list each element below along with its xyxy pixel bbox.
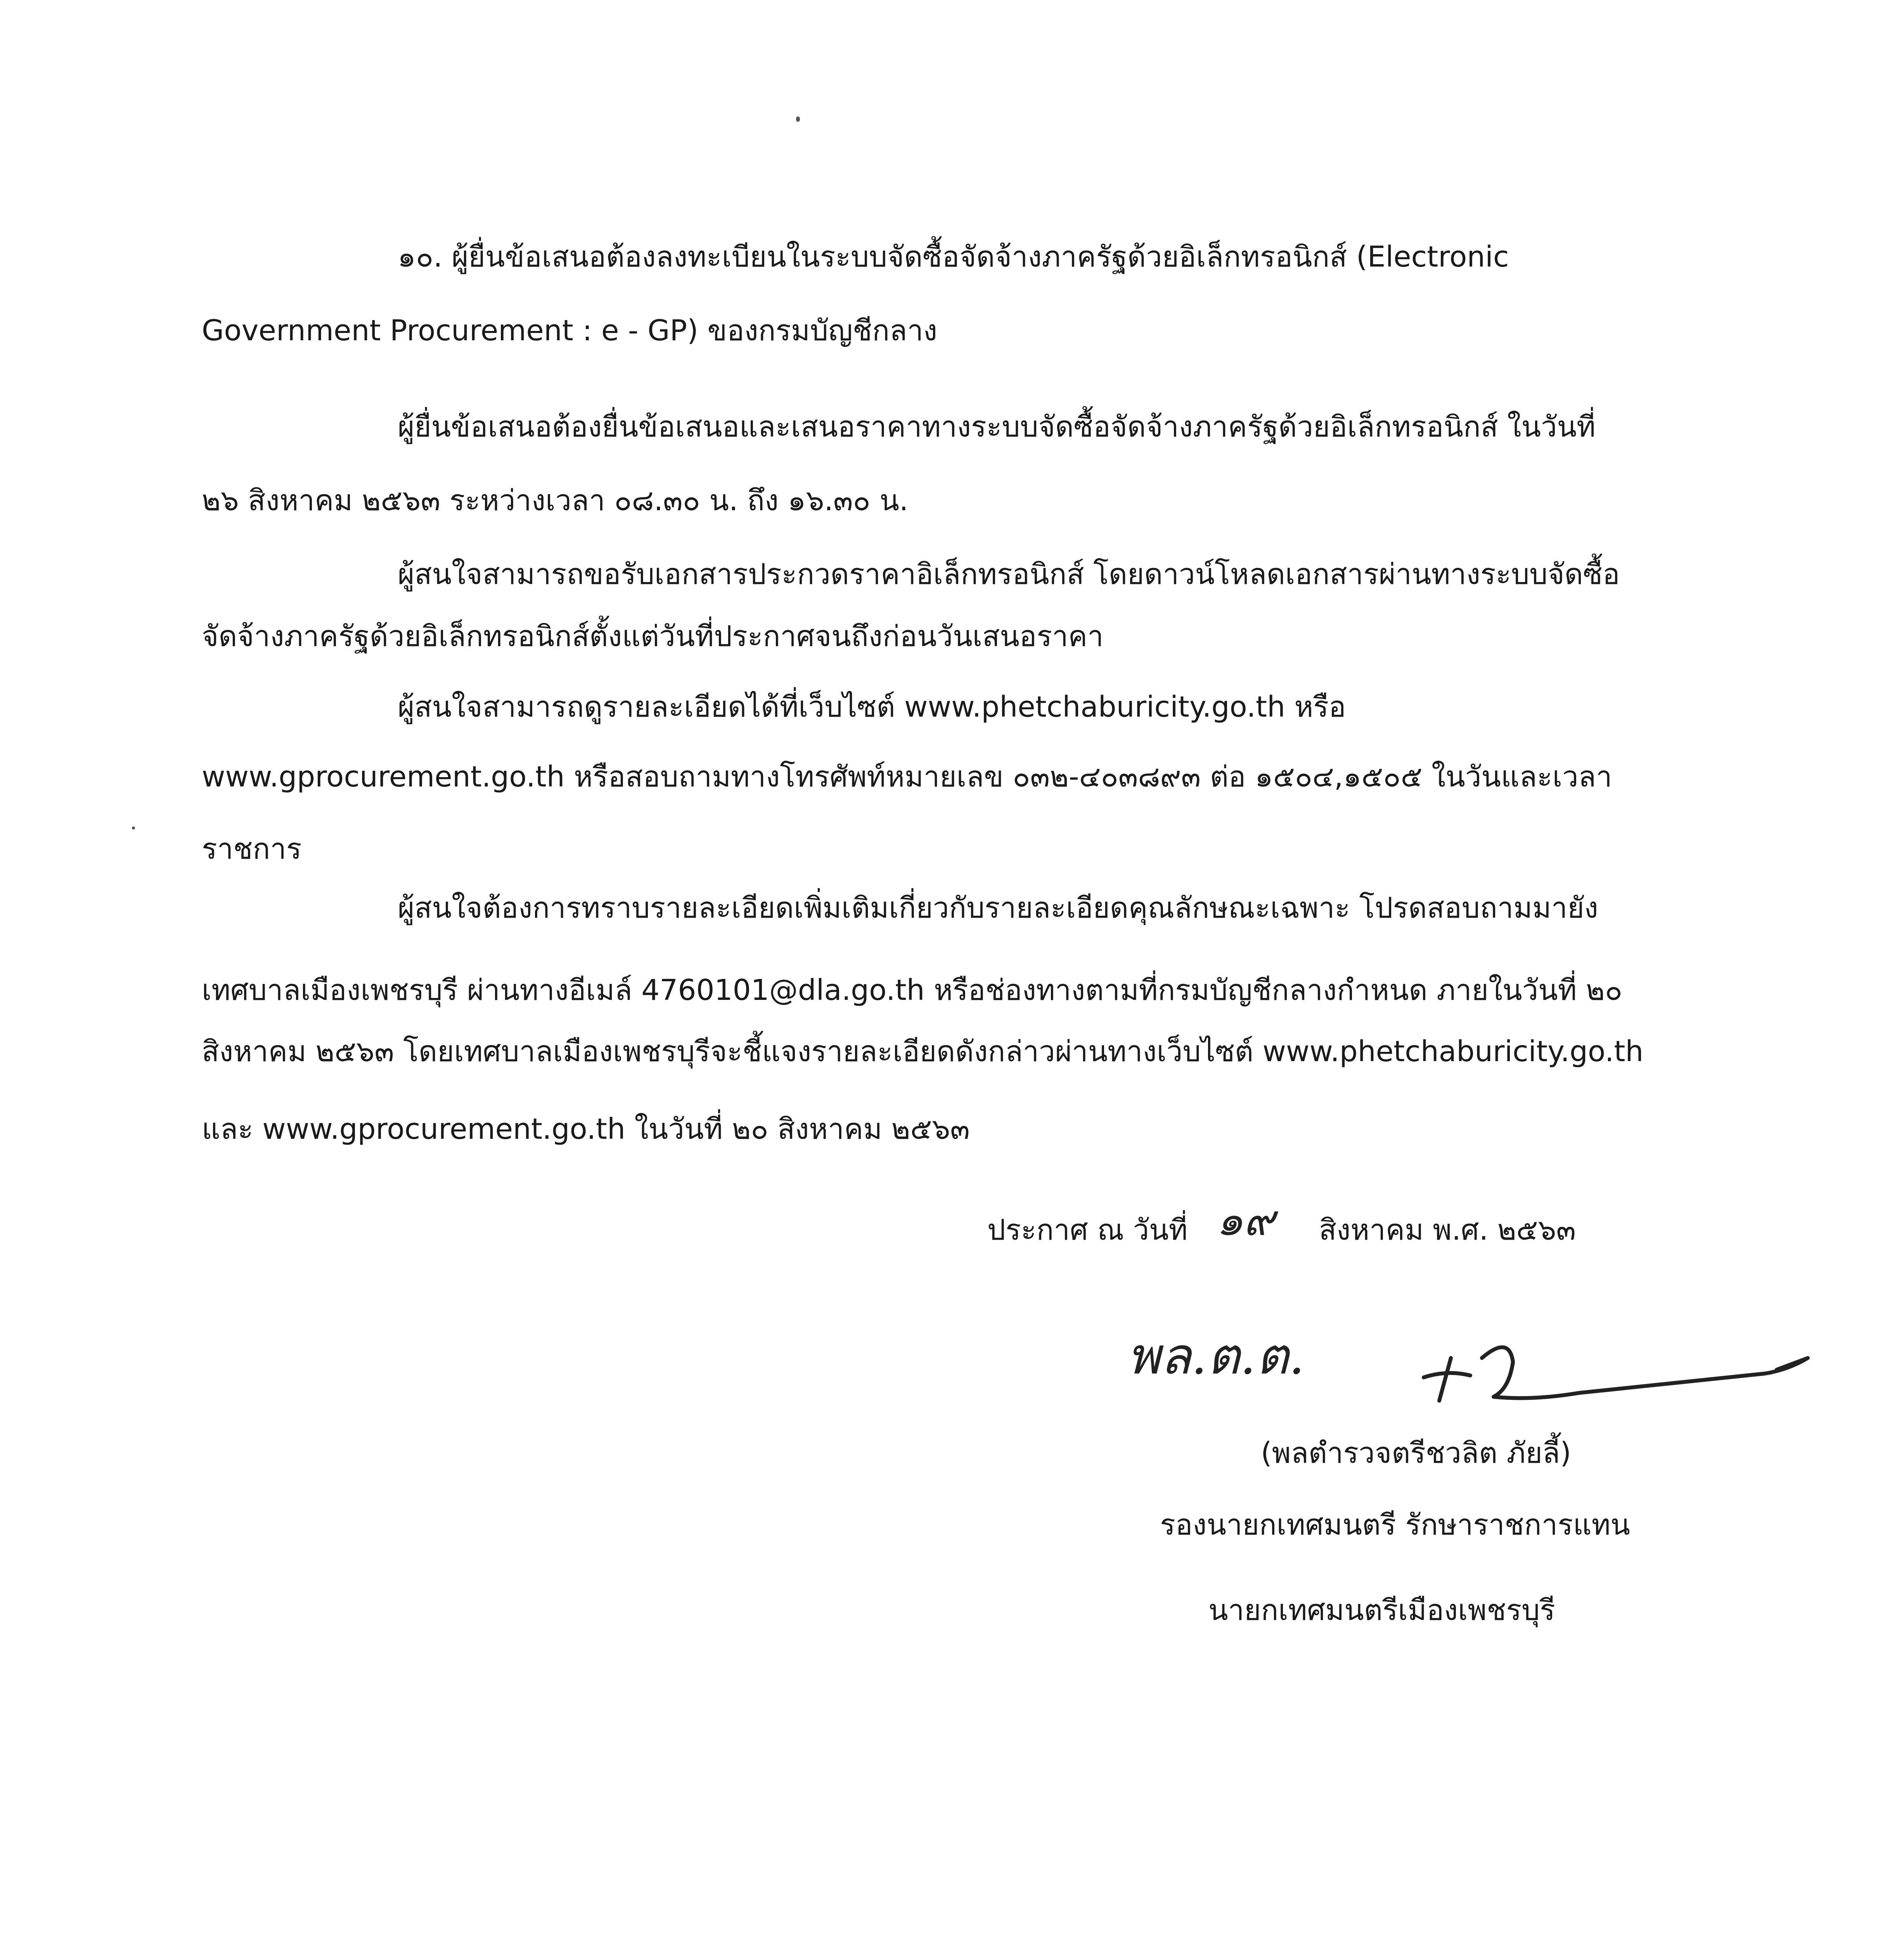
- paragraph-5-line-2: เทศบาลเมืองเพชรบุรี ผ่านทางอีเมล์ 4760101@dla.go.th หรือช่องทางตามที่กรมบัญชีกลางกำหนด ภายในวันที่ ๒๐: [202, 973, 1622, 1007]
- announcement-day-handwritten: ๑๙: [1216, 1195, 1275, 1245]
- paragraph-5-line-1: ผู้สนใจต้องการทราบรายละเอียดเพิ่มเติมเกี่ยวกับรายละเอียดคุณลักษณะเฉพาะ โปรดสอบถามมายัง: [398, 891, 1598, 925]
- signer-name: (พลตำรวจตรีชวลิต ภัยลี้): [1260, 1436, 1572, 1470]
- paragraph-1-line-1: ๑๐. ผู้ยื่นข้อเสนอต้องลงทะเบียนในระบบจัดซื้อจัดจ้างภาครัฐด้วยอิเล็กทรอนิกส์ (Electronic: [398, 240, 1509, 274]
- scan-speck-left: [132, 826, 135, 830]
- paragraph-1-line-2: Government Procurement : e - GP) ของกรมบัญชีกลาง: [202, 314, 938, 347]
- announcement-suffix: สิงหาคม พ.ศ. ๒๕๖๓: [1319, 1213, 1576, 1247]
- paragraph-5-line-4: และ www.gprocurement.go.th ในวันที่ ๒๐ สิงหาคม ๒๕๖๓: [202, 1112, 970, 1146]
- announcement-prefix: ประกาศ ณ วันที่: [987, 1213, 1188, 1247]
- signature-stroke: [1416, 1311, 1843, 1412]
- signature-rank-handwritten: พล.ต.ต.: [1127, 1327, 1305, 1386]
- signer-position-line-2: นายกเทศมนตรีเมืองเพชรบุรี: [1208, 1594, 1555, 1627]
- paragraph-3-line-1: ผู้สนใจสามารถขอรับเอกสารประกวดราคาอิเล็กทรอนิกส์ โดยดาวน์โหลดเอกสารผ่านทางระบบจัดซื้อ: [398, 558, 1620, 591]
- paragraph-4-line-2: www.gprocurement.go.th หรือสอบถามทางโทรศัพท์หมายเลข ๐๓๒-๔๐๓๘๙๓ ต่อ ๑๕๐๔,๑๕๐๕ ในวันและเวลา: [202, 760, 1612, 793]
- paragraph-3-line-2: จัดจ้างภาครัฐด้วยอิเล็กทรอนิกส์ตั้งแต่วันที่ประกาศจนถึงก่อนวันเสนอราคา: [202, 620, 1104, 653]
- paragraph-5-line-3: สิงหาคม ๒๕๖๓ โดยเทศบาลเมืองเพชรบุรีจะชี้แจงรายละเอียดดังกล่าวผ่านทางเว็บไซต์ www.phetchaburicity.go.th: [202, 1035, 1644, 1068]
- paragraph-2-line-1: ผู้ยื่นข้อเสนอต้องยื่นข้อเสนอและเสนอราคาทางระบบจัดซื้อจัดจ้างภาครัฐด้วยอิเล็กทรอนิกส์ ในวันที่: [398, 410, 1596, 443]
- paragraph-2-line-2: ๒๖ สิงหาคม ๒๕๖๓ ระหว่างเวลา ๐๘.๓๐ น. ถึง ๑๖.๓๐ น.: [202, 484, 909, 517]
- paragraph-4-line-3: ราชการ: [202, 832, 302, 866]
- scan-speck-top: [796, 116, 800, 122]
- paragraph-4-line-1: ผู้สนใจสามารถดูรายละเอียดได้ที่เว็บไซต์ www.phetchaburicity.go.th หรือ: [398, 690, 1346, 724]
- signer-position-line-1: รองนายกเทศมนตรี รักษาราชการแทน: [1160, 1508, 1630, 1542]
